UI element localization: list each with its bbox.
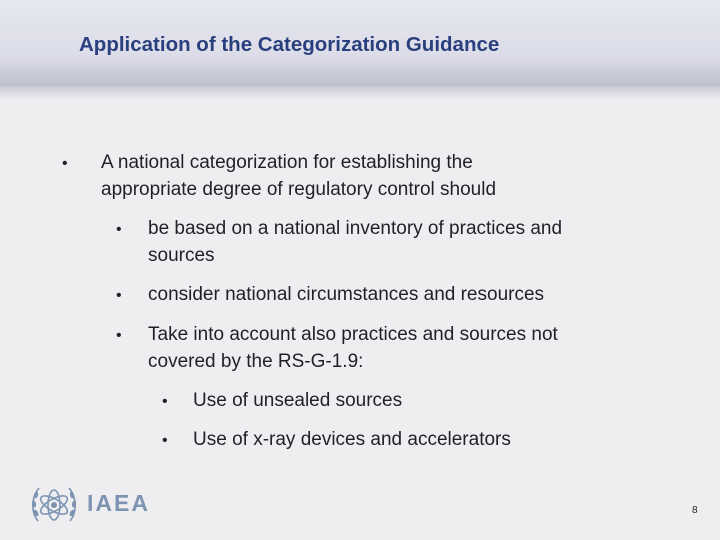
bullet-icon: • <box>62 155 68 172</box>
slide-title: Application of the Categorization Guidance <box>79 33 500 56</box>
iaea-logo-icon <box>28 479 80 531</box>
header-shadow <box>0 86 720 100</box>
page-number: 8 <box>692 505 698 516</box>
sub-sub-bullet-text: Use of unsealed sources <box>193 390 403 411</box>
bullet-icon: • <box>116 221 122 238</box>
sub-bullet-text: consider national circumstances and resources <box>148 284 545 305</box>
sub-bullet-text: be based on a national inventory of practices and sources <box>148 218 563 266</box>
sub-bullet-text: Take into account also practices and sources not covered by the RS-G-1.9: <box>148 324 558 372</box>
bullet-icon: • <box>162 432 168 449</box>
sub-sub-bullet-text: Use of x-ray devices and accelerators <box>193 429 511 450</box>
organization-name: IAEA <box>87 490 150 516</box>
bullet-icon: • <box>162 393 168 410</box>
main-bullet-text: A national categorization for establishing the appropriate degree of regulatory control should <box>101 152 497 200</box>
bullet-icon: • <box>116 327 122 344</box>
bullet-icon: • <box>116 287 122 304</box>
